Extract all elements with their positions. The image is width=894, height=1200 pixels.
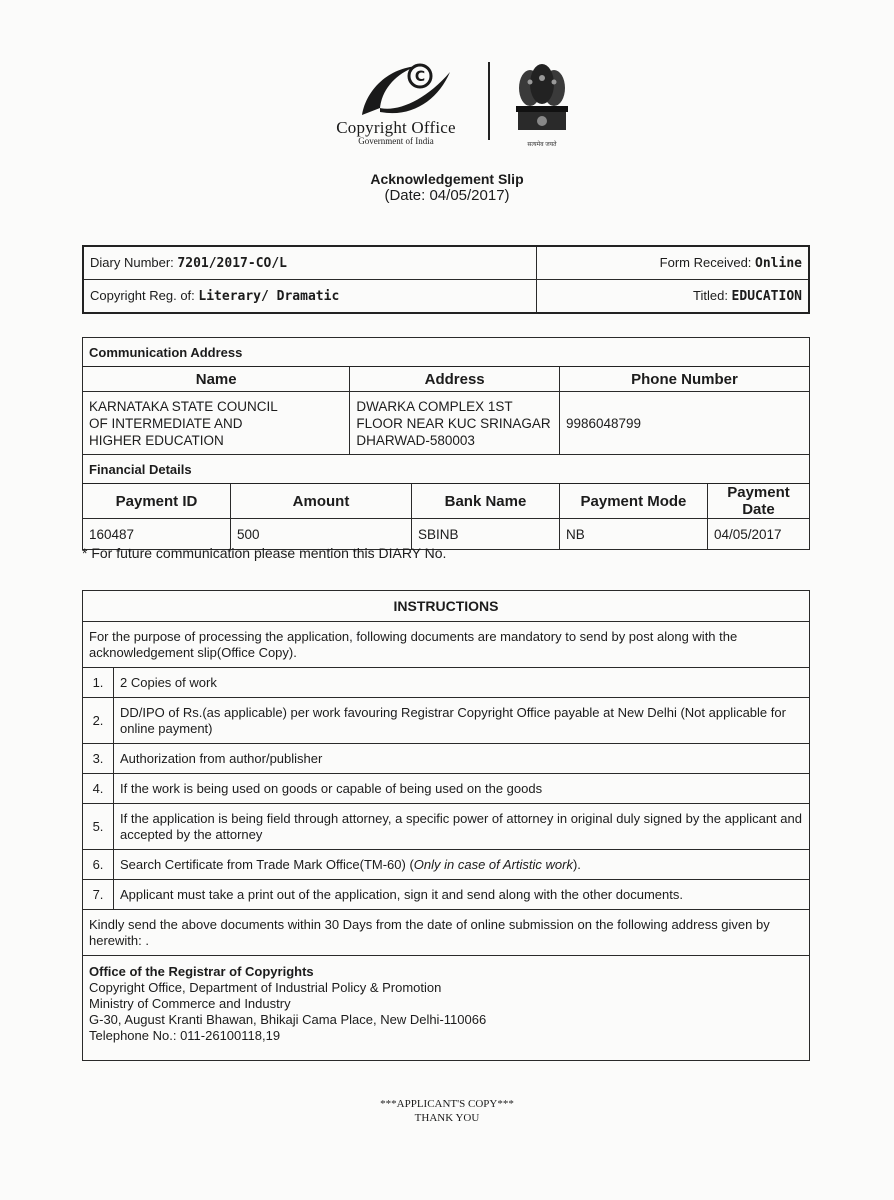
instruction-item <box>83 668 810 698</box>
instruction-text: If the work is being used on goods or capable of being used on the goods <box>114 774 810 804</box>
payment-id-value: 160487 <box>83 519 231 550</box>
name-line: OF INTERMEDIATE AND <box>89 415 243 431</box>
payment-mode-value: NB <box>559 519 707 550</box>
col-header-phone: Phone Number <box>559 367 809 392</box>
diary-number-cell <box>83 246 537 280</box>
address-line: G-30, August Kranti Bhawan, Bhikaji Cama Place, New Delhi-110066 <box>89 1012 487 1027</box>
instruction-text: If the application is being field through attorney, a specific power of attorney in original duly signed by the applicant and accepted by the attorney <box>114 804 810 850</box>
col-header-amount: Amount <box>231 484 412 519</box>
thank-you-label: THANK YOU <box>414 1112 480 1124</box>
instructions-table <box>82 590 810 1061</box>
instruction-text: Search Certificate from Trade Mark Office(TM-60) ( <box>120 857 414 872</box>
instruction-text-cell <box>114 850 810 880</box>
titled-label: Titled: <box>693 288 732 303</box>
reg-value: Literary/ Dramatic <box>198 289 340 304</box>
instruction-italic-note: Only in case of Artistic work <box>413 857 573 872</box>
payment-date-value: 04/05/2017 <box>707 519 809 550</box>
header-divider <box>488 62 490 140</box>
instruction-item <box>83 804 810 850</box>
address-title: Office of the Registrar of Copyrights <box>89 964 314 979</box>
instruction-item <box>83 744 810 774</box>
name-line: KARNATAKA STATE COUNCIL <box>89 398 278 414</box>
instruction-number: 7. <box>83 880 114 910</box>
instruction-text: 2 Copies of work <box>114 668 810 698</box>
slip-date: (Date: 04/05/2017) <box>384 187 510 204</box>
amount-value: 500 <box>231 519 412 550</box>
form-label: Form Received: <box>659 255 756 270</box>
titled-cell <box>537 280 810 314</box>
address-line: DWARKA COMPLEX 1ST <box>356 398 513 414</box>
national-emblem-icon <box>510 58 574 138</box>
instruction-number: 1. <box>83 668 114 698</box>
summary-row-reg <box>83 280 809 314</box>
instructions-intro: For the purpose of processing the application, following documents are mandatory to send by post along with the acknowledgement slip(Office Copy). <box>83 622 810 668</box>
form-received-cell <box>537 246 810 280</box>
registrar-address <box>83 956 810 1061</box>
instruction-item <box>83 880 810 910</box>
office-subtitle: Government of India <box>358 136 434 146</box>
bank-name-value: SBINB <box>411 519 559 550</box>
svg-text:C: C <box>414 69 426 85</box>
address-line: Ministry of Commerce and Industry <box>89 996 291 1011</box>
instruction-number: 2. <box>83 698 114 744</box>
name-cell <box>83 392 350 455</box>
applicant-copy-label: ***APPLICANT'S COPY*** <box>380 1098 514 1110</box>
copyright-reg-cell <box>83 280 537 314</box>
instruction-number: 4. <box>83 774 114 804</box>
copyright-logo-icon <box>358 60 458 125</box>
instructions-title: INSTRUCTIONS <box>83 591 810 622</box>
office-name: Copyright Office <box>336 118 456 137</box>
col-header-payment-mode: Payment Mode <box>559 484 707 519</box>
diary-label: Diary Number: <box>90 255 178 270</box>
instruction-item <box>83 698 810 744</box>
emblem-motto: सत्यमेव जयते <box>527 142 557 148</box>
instruction-text: Authorization from author/publisher <box>114 744 810 774</box>
summary-table <box>82 245 810 314</box>
col-header-name: Name <box>83 367 350 392</box>
col-header-address: Address <box>350 367 560 392</box>
diary-value: 7201/2017-CO/L <box>177 256 287 271</box>
financial-section-title: Financial Details <box>83 455 810 484</box>
instruction-item <box>83 774 810 804</box>
address-line: FLOOR NEAR KUC SRINAGAR <box>356 415 551 431</box>
instruction-number: 3. <box>83 744 114 774</box>
titled-value: EDUCATION <box>731 289 802 304</box>
address-line: Telephone No.: 011-26100118,19 <box>89 1028 281 1043</box>
name-line: HIGHER EDUCATION <box>89 432 224 448</box>
details-table <box>82 337 810 550</box>
summary-row-diary <box>83 246 809 280</box>
col-header-payment-id: Payment ID <box>83 484 231 519</box>
instruction-number: 6. <box>83 850 114 880</box>
address-line: DHARWAD-580003 <box>356 432 475 448</box>
instruction-text: DD/IPO of Rs.(as applicable) per work favouring Registrar Copyright Office payable at New Delhi (Not applicable for online payment) <box>114 698 810 744</box>
address-line: Copyright Office, Department of Industrial Policy & Promotion <box>89 980 442 995</box>
instruction-tail: ). <box>572 857 581 872</box>
slip-title: Acknowledgement Slip <box>370 171 524 187</box>
communication-section-title: Communication Address <box>83 338 810 367</box>
col-header-bank-name: Bank Name <box>411 484 559 519</box>
instruction-text: Applicant must take a print out of the application, sign it and send along with the other documents. <box>114 880 810 910</box>
instruction-item <box>83 850 810 880</box>
form-value: Online <box>755 256 802 271</box>
phone-cell: 9986048799 <box>559 392 809 455</box>
instructions-closing: Kindly send the above documents within 30 Days from the date of online submission on the following address given by herewith: . <box>83 910 810 956</box>
reg-label: Copyright Reg. of: <box>90 288 199 303</box>
footnote: * For future communication please mention this DIARY No. <box>82 545 447 561</box>
instruction-number: 5. <box>83 804 114 850</box>
address-cell <box>350 392 560 455</box>
col-header-payment-date: Payment Date <box>707 484 809 519</box>
